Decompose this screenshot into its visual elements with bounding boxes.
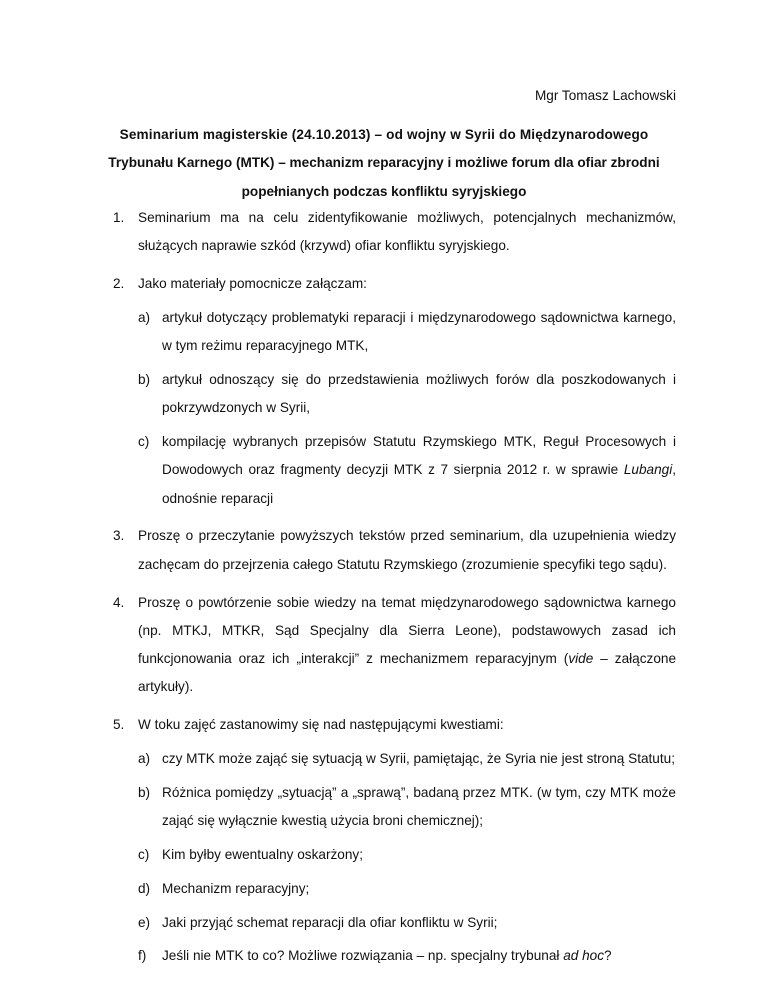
list-item-text: W toku zajęć zastanowimy się nad następującymi kwestiami: [138,717,504,733]
sub-item-text: Kim byłby ewentualny oskarżony; [162,846,363,862]
sub-item-a [138,304,676,361]
text-segment: , odnośnie reparacji [162,462,676,506]
list-item-text: Proszę o przeczytanie powyższych tekstów przed seminarium, dla uzupełnienia wiedzy zachęcam do przejrzenia całego Statutu Rzymskiego (zrozumienie specyfiki tego sądu). [138,528,676,572]
sub-label: f) [138,948,147,964]
sub-list [138,745,676,971]
italic-term: ad hoc [563,948,605,964]
sub-item-f [138,942,676,970]
sub-label: b) [138,784,151,800]
text-segment: ? [604,948,612,964]
numbered-list [0,204,768,980]
list-item-1 [0,204,768,261]
sub-item-text: Jaki przyjąć schemat reparacji dla ofiar konfliktu w Syrii; [162,914,498,930]
list-number: 3. [113,528,125,544]
sub-item-c [138,428,676,513]
list-item-text [138,589,676,702]
sub-item-text: Mechanizm reparacyjny; [162,880,310,896]
list-number: 1. [113,210,125,225]
sub-item-text: Różnica pomiędzy „sytuacją” a „sprawą”, badaną przez MTK. (w tym, czy MTK może zająć się wyłącznie kwestią użycia broni chemicznej); [162,784,676,829]
text-segment: Jeśli nie MTK to co? Możliwe rozwiązania – np. specjalny trybunał [162,948,564,964]
sub-item-b [138,779,676,836]
sub-item-a [138,745,676,773]
document-title [98,121,670,206]
sub-item-e [138,909,676,937]
sub-item-d [138,875,676,903]
sub-label: e) [138,914,151,930]
list-item-5 [0,711,768,970]
title-line-2: Trybunału Karnego (MTK) – mechanizm reparacyjny i możliwe forum dla ofiar zbrodni [108,155,660,171]
sub-item-text: artykuł dotyczący problematyki reparacji i międzynarodowego sądownictwa karnego, w tym reżimu reparacyjnego MTK, [162,309,676,354]
sub-item-text: artykuł odnoszący się do przedstawienia możliwych forów dla poszkodowanych i pokrzywdzonych w Syrii, [162,371,676,416]
sub-label: c) [138,846,150,862]
list-item-4 [0,589,768,702]
list-number: 5. [113,717,125,733]
title-line-1: Seminarium magisterskie (24.10.2013) – od wojny w Syrii do Międzynarodowego [119,127,649,142]
italic-case-name: Lubangi [623,462,673,478]
sub-label: a) [138,309,151,325]
sub-label: a) [138,751,151,767]
author-name: Mgr Tomasz Lachowski [534,88,676,103]
list-item-3 [0,522,768,579]
list-item-text: Jako materiały pomocnicze załączam: [138,276,367,292]
sub-label: d) [138,880,151,896]
text-segment: Proszę o powtórzenie sobie wiedzy na temat międzynarodowego sądownictwa karnego (np. MTKJ, MTKR, Sąd Specjalny dla Sierra Leone), podstawowych zasad ich funkcjonowania oraz ich „interakcji” z mechanizmem reparacyjnym ( [138,594,676,667]
sub-item-text: czy MTK może zająć się sytuacją w Syrii, pamiętając, że Syria nie jest stroną Statutu; [162,751,675,767]
list-number: 2. [113,276,125,292]
list-item-text: Seminarium ma na celu zidentyfikowanie możliwych, potencjalnych mechanizmów, służących naprawie szkód (krzywd) ofiar konfliktu syryjskiego. [138,210,676,254]
text-segment: – załączone artykuły). [138,651,676,695]
list-item-2 [0,270,768,513]
sub-label: b) [138,371,151,387]
sub-item-b [138,366,676,423]
sub-item-text [162,942,676,970]
sub-item-text [162,428,676,513]
sub-item-c [138,841,676,869]
sub-label: c) [138,434,150,450]
italic-term: vide [568,651,594,667]
title-line-3: popełnianych podczas konfliktu syryjskiego [241,183,527,199]
text-segment: kompilację wybranych przepisów Statutu Rzymskiego MTK, Reguł Procesowych i Dowodowych oraz fragmenty decyzji MTK z 7 sierpnia 2012 r. w sprawie [162,434,676,478]
sub-list [138,304,676,513]
list-number: 4. [113,594,125,610]
